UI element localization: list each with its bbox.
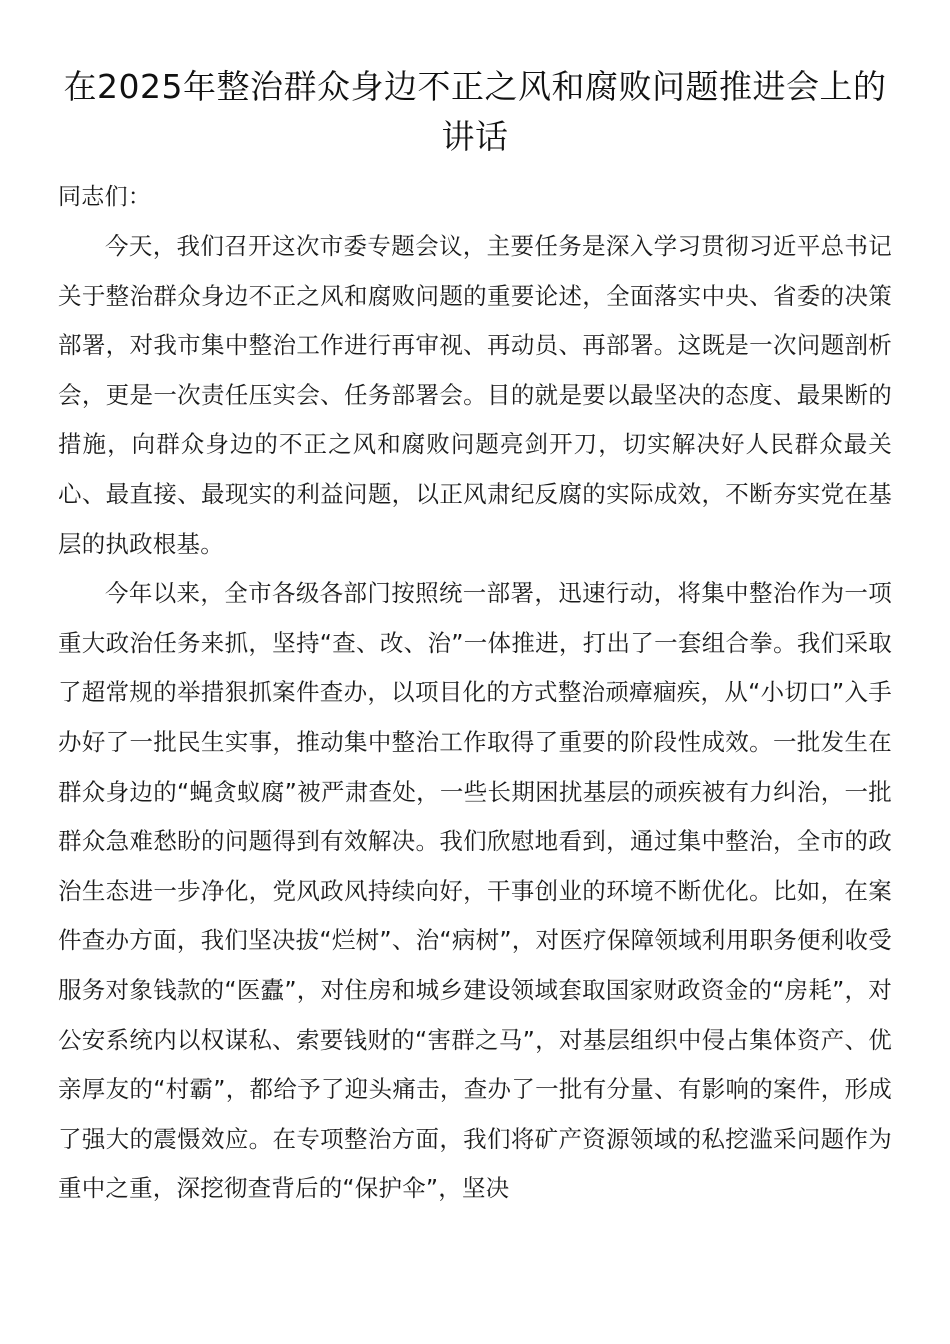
document-title: 在2025年整治群众身边不正之风和腐败问题推进会上的讲话	[63, 67, 887, 156]
body-paragraph-1: 今天，我们召开这次市委专题会议，主要任务是深入学习贯彻习近平总书记关于整治群众身边不正之风和腐败问题的重要论述，全面落实中央、省委的决策部署，对我市集中整治工作进行再审视、再动员、再部署。这既是一次问题剖析会，更是一次责任压实会、任务部署会。目的就是要以最坚决的态度、最果断的措施，向群众身边的不正之风和腐败问题亮剑开刀，切实解决好人民群众最关心、最直接、最现实的利益问题，以正风肃纪反腐的实际成效，不断夯实党在基层的执政根基。	[58, 232, 892, 558]
salutation: 同志们：	[58, 184, 152, 210]
body-paragraph-2: 今年以来，全市各级各部门按照统一部署，迅速行动，将集中整治作为一项重大政治任务来抓，坚持“查、改、治”一体推进，打出了一套组合拳。我们采取了超常规的举措狠抓案件查办，以项目化的方式整治顽瘴痼疾，从“小切口”入手办好了一批民生实事，推动集中整治工作取得了重要的阶段性成效。一批发生在群众身边的“蝇贪蚁腐”被严肃查处，一些长期困扰基层的顽疾被有力纠治，一批群众急难愁盼的问题得到有效解决。我们欣慰地看到，通过集中整治，全市的政治生态进一步净化，党风政风持续向好，干事创业的环境不断优化。比如，在案件查办方面，我们坚决拔“烂树”、治“病树”，对医疗保障领域利用职务便利收受服务对象钱款的“医蠹”，对住房和城乡建设领域套取国家财政资金的“房耗”，对公安系统内以权谋私、索要钱财的“害群之马”，对基层组织中侵占集体资产、优亲厚友的“村霸”，都给予了迎头痛击，查办了一批有分量、有影响的案件，形成了强大的震慑效应。在专项整治方面，我们将矿产资源领域的私挖滥采问题作为重中之重，深挖彻查背后的“保护伞”，坚决	[58, 579, 892, 1203]
